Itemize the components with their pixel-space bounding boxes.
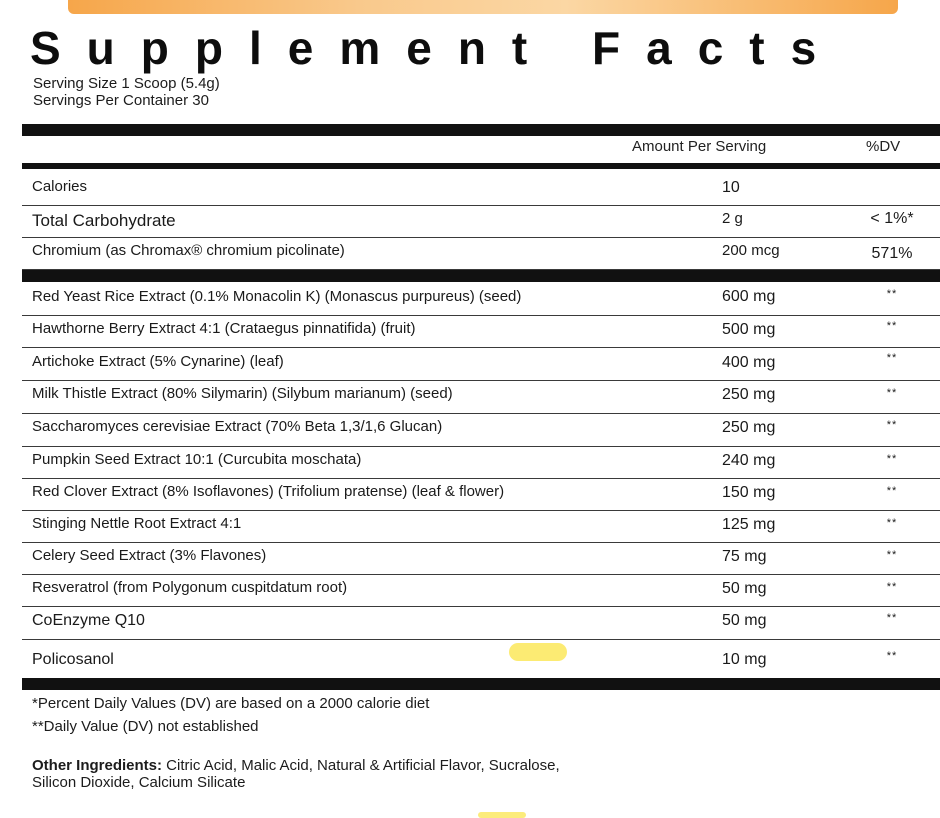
ingredient-row: [22, 447, 940, 479]
ingredient-dv: **: [886, 612, 898, 624]
nutrient-name: Total Carbohydrate: [32, 211, 176, 230]
ingredient-name: CoEnzyme Q10: [32, 612, 145, 629]
ingredient-amount: 250 mg: [722, 419, 776, 436]
ingredient-amount: 600 mg: [722, 288, 776, 305]
other-ingredients-line1: Citric Acid, Malic Acid, Natural & Artificial Flavor, Sucralose,: [162, 757, 560, 774]
other-ingredients-label: Other Ingredients:: [32, 757, 163, 774]
footnote-dv-basis: *Percent Daily Values (DV) are based on a 2000 calorie diet: [32, 695, 430, 712]
thick-divider-top: [22, 124, 940, 136]
ingredient-name: Red Yeast Rice Extract (0.1% Monacolin K) (Monascus purpureus) (seed): [32, 288, 522, 305]
ingredient-dv: **: [886, 320, 898, 332]
ingredient-name: Policosanol: [32, 651, 114, 668]
ingredient-name: Pumpkin Seed Extract 10:1 (Curcubita moschata): [32, 451, 362, 468]
serving-info: [33, 75, 220, 109]
ingredient-name: Hawthorne Berry Extract 4:1 (Crataegus pinnatifida) (fruit): [32, 320, 416, 337]
nutrient-dv: 571%: [871, 245, 913, 262]
ingredient-row: [22, 316, 940, 348]
ingredient-row: [22, 543, 940, 575]
ingredient-amount: 250 mg: [722, 386, 776, 403]
top-color-band: [68, 0, 898, 14]
ingredient-dv: **: [886, 650, 898, 662]
ingredient-dv: **: [886, 549, 898, 561]
thick-divider-bottom: [22, 678, 940, 690]
ingredient-dv: **: [886, 387, 898, 399]
servings-per-container: Servings Per Container 30: [33, 92, 209, 109]
highlighter-mark-bottom: [478, 812, 526, 818]
ingredient-row: [22, 640, 940, 678]
ingredient-amount: 50 mg: [722, 612, 767, 629]
ingredient-row: [22, 348, 940, 381]
ingredient-amount: 75 mg: [722, 548, 767, 565]
ingredient-name: Artichoke Extract (5% Cynarine) (leaf): [32, 353, 284, 370]
ingredient-dv: **: [886, 288, 898, 300]
other-ingredients-line2: Silicon Dioxide, Calcium Silicate: [32, 774, 246, 791]
ingredient-name: Resveratrol (from Polygonum cuspitdatum root): [32, 579, 348, 596]
highlighter-mark: [509, 643, 567, 661]
ingredient-row: [22, 607, 940, 640]
ingredient-amount: 150 mg: [722, 484, 776, 501]
ingredient-row: [22, 479, 940, 511]
ingredient-dv: **: [886, 453, 898, 465]
ingredient-amount: 50 mg: [722, 580, 767, 597]
ingredient-dv: **: [886, 352, 898, 364]
ingredient-name: Stinging Nettle Root Extract 4:1: [32, 515, 242, 532]
ingredient-amount: 240 mg: [722, 452, 776, 469]
ingredient-row: [22, 414, 940, 447]
ingredient-dv: **: [886, 419, 898, 431]
ingredient-dv: **: [886, 581, 898, 593]
page-title: Supplement Facts: [30, 22, 843, 74]
ingredient-row: [22, 511, 940, 543]
column-header-dv: %DV: [866, 138, 901, 155]
ingredient-amount: 500 mg: [722, 321, 776, 338]
nutrient-row-chromium: [22, 238, 940, 270]
ingredient-name: Celery Seed Extract (3% Flavones): [32, 547, 267, 564]
nutrient-row-calories: [22, 169, 940, 206]
serving-size: Serving Size 1 Scoop (5.4g): [33, 75, 220, 92]
footnote-dv-not-established: **Daily Value (DV) not established: [32, 718, 259, 735]
nutrient-amount: 10: [722, 179, 740, 196]
ingredient-amount: 400 mg: [722, 354, 776, 371]
ingredient-name: Milk Thistle Extract (80% Silymarin) (Silybum marianum) (seed): [32, 385, 453, 402]
nutrient-dv: < 1%*: [870, 210, 914, 227]
nutrient-name: Calories: [32, 178, 88, 195]
ingredient-row: [22, 381, 940, 414]
nutrient-name: Chromium (as Chromax® chromium picolinate): [32, 242, 345, 259]
ingredient-name: Saccharomyces cerevisiae Extract (70% Beta 1,3/1,6 Glucan): [32, 418, 443, 435]
ingredient-dv: **: [886, 517, 898, 529]
ingredient-name: Red Clover Extract (8% Isoflavones) (Trifolium pratense) (leaf & flower): [32, 483, 505, 500]
ingredient-row: [22, 575, 940, 607]
ingredient-amount: 125 mg: [722, 516, 776, 533]
ingredient-row: [22, 282, 940, 316]
other-ingredients: [32, 757, 560, 791]
ingredient-dv: **: [886, 485, 898, 497]
thick-divider-middle: [22, 270, 940, 282]
column-header-amount: Amount Per Serving: [632, 138, 767, 155]
nutrient-row-carbohydrate: [22, 206, 940, 238]
nutrient-amount: 2 g: [722, 210, 743, 227]
ingredient-amount: 10 mg: [722, 651, 767, 668]
nutrient-amount: 200 mcg: [722, 242, 780, 259]
